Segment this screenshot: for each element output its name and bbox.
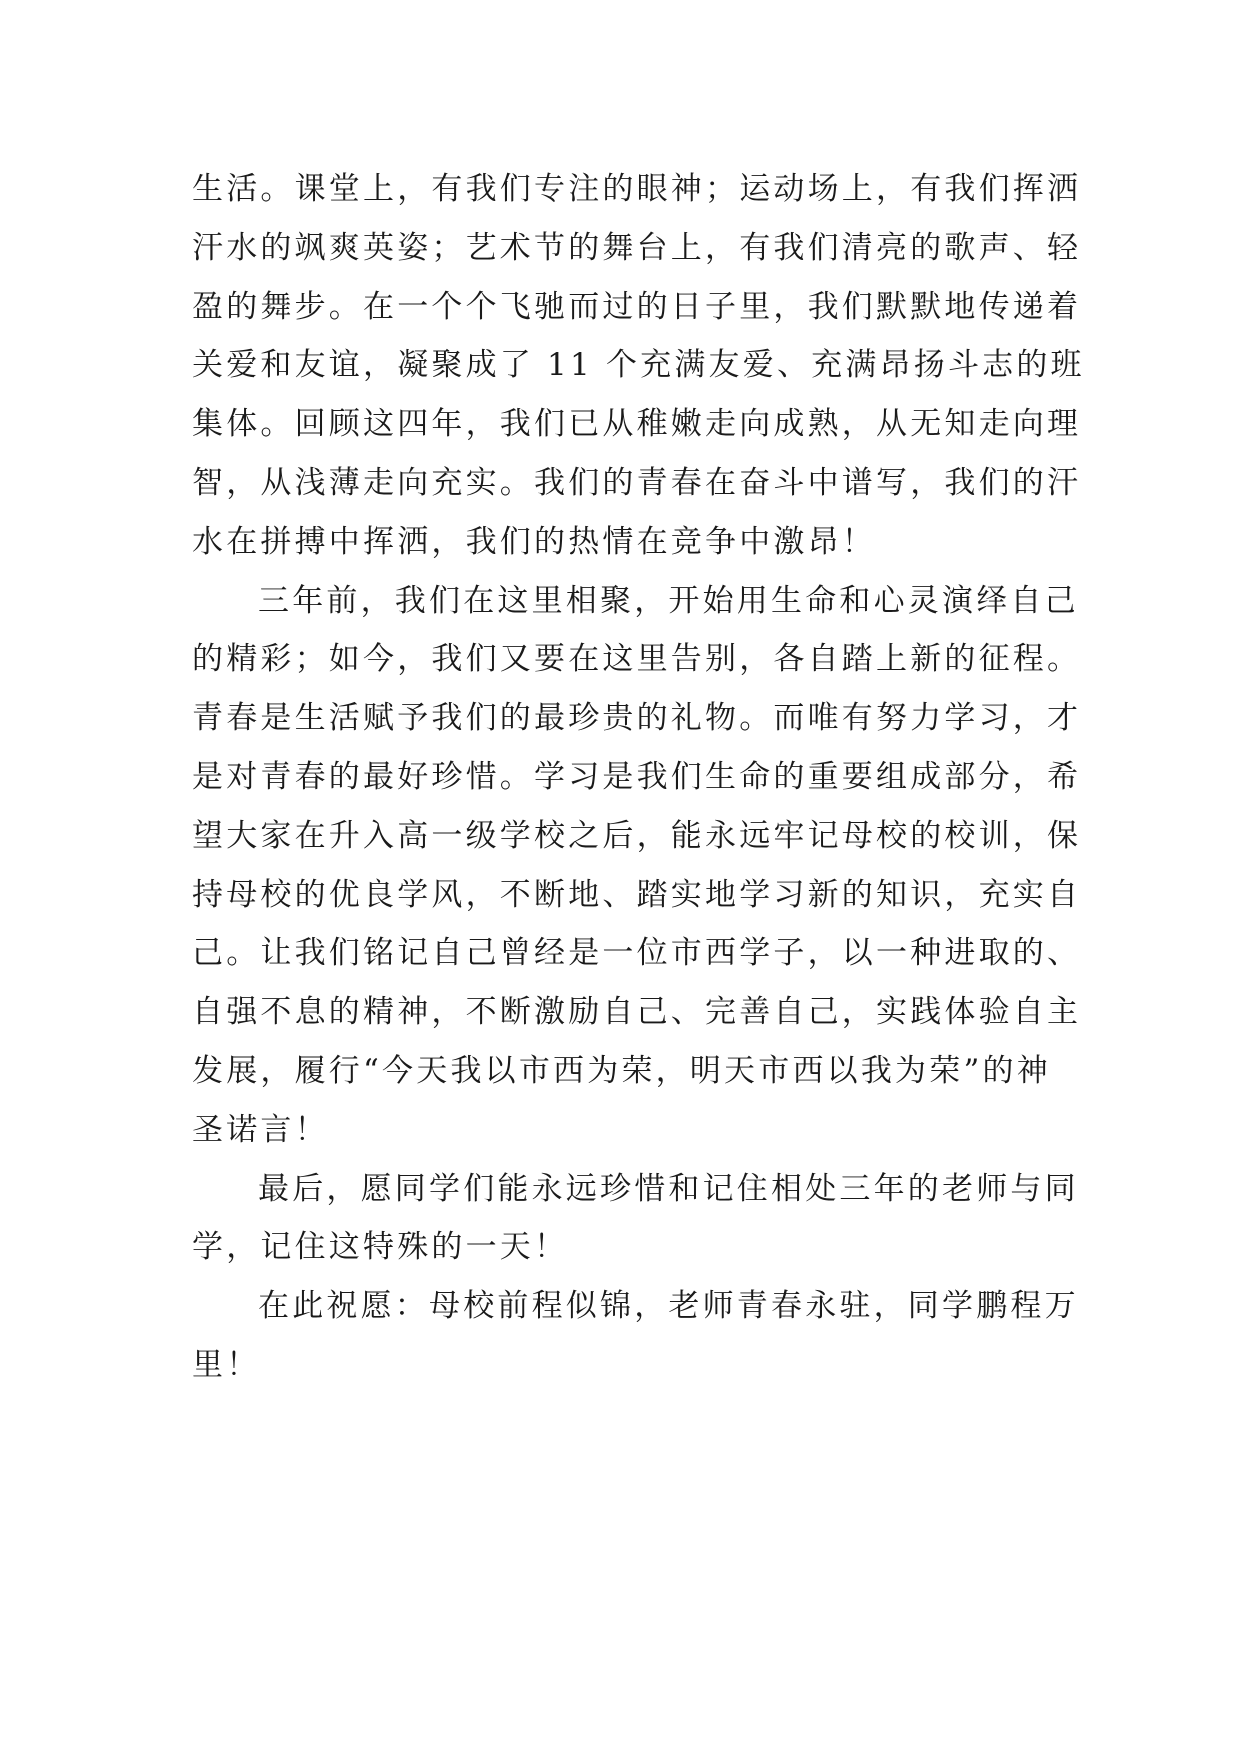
text-line: 青春是生活赋予我们的最珍贵的礼物。而唯有努力学习，才	[192, 700, 1082, 737]
text-line: 里！	[192, 1346, 261, 1383]
text-line: 最后，愿同学们能永远珍惜和记住相处三年的老师与同	[258, 1170, 1079, 1207]
text-line: 在此祝愿：母校前程似锦，老师青春永驻，同学鹏程万	[258, 1288, 1079, 1325]
text-line: 集体。回顾这四年，我们已从稚嫩走向成熟，从无知走向理	[192, 406, 1082, 443]
text-line: 己。让我们铭记自己曾经是一位市西学子，以一种进取的、	[192, 935, 1082, 972]
text-line: 关爱和友谊，凝聚成了 11 个充满友爱、充满昂扬斗志的班	[192, 347, 1085, 384]
text-line: 汗水的飒爽英姿；艺术节的舞台上，有我们清亮的歌声、轻	[192, 229, 1082, 266]
text-line: 水在拼搏中挥洒，我们的热情在竞争中激昂！	[192, 523, 876, 560]
body-text	[192, 160, 1085, 1395]
text-line: 生活。课堂上，有我们专注的眼神；运动场上，有我们挥洒	[192, 171, 1082, 207]
text-line: 学，记住这特殊的一天！	[192, 1229, 569, 1266]
text-line: 三年前，我们在这里相聚，开始用生命和心灵演绎自己	[258, 582, 1079, 619]
text-line: 的精彩；如今，我们又要在这里告别，各自踏上新的征程。	[192, 641, 1082, 678]
text-line: 望大家在升入高一级学校之后，能永远牢记母校的校训，保	[192, 817, 1082, 854]
text-line: 自强不息的精神，不断激励自己、完善自己，实践体验自主	[192, 994, 1082, 1031]
text-line: 盈的舞步。在一个个飞驰而过的日子里，我们默默地传递着	[192, 288, 1082, 325]
text-line: 是对青春的最好珍惜。学习是我们生命的重要组成部分，希	[192, 758, 1082, 795]
text-line: 持母校的优良学风，不断地、踏实地学习新的知识，充实自	[192, 876, 1082, 913]
text-line: 发展，履行“今天我以市西为荣，明天市西以我为荣”的神	[192, 1052, 1051, 1089]
text-line: 智，从浅薄走向充实。我们的青春在奋斗中谱写，我们的汗	[192, 464, 1082, 501]
text-line: 圣诺言！	[192, 1111, 329, 1148]
